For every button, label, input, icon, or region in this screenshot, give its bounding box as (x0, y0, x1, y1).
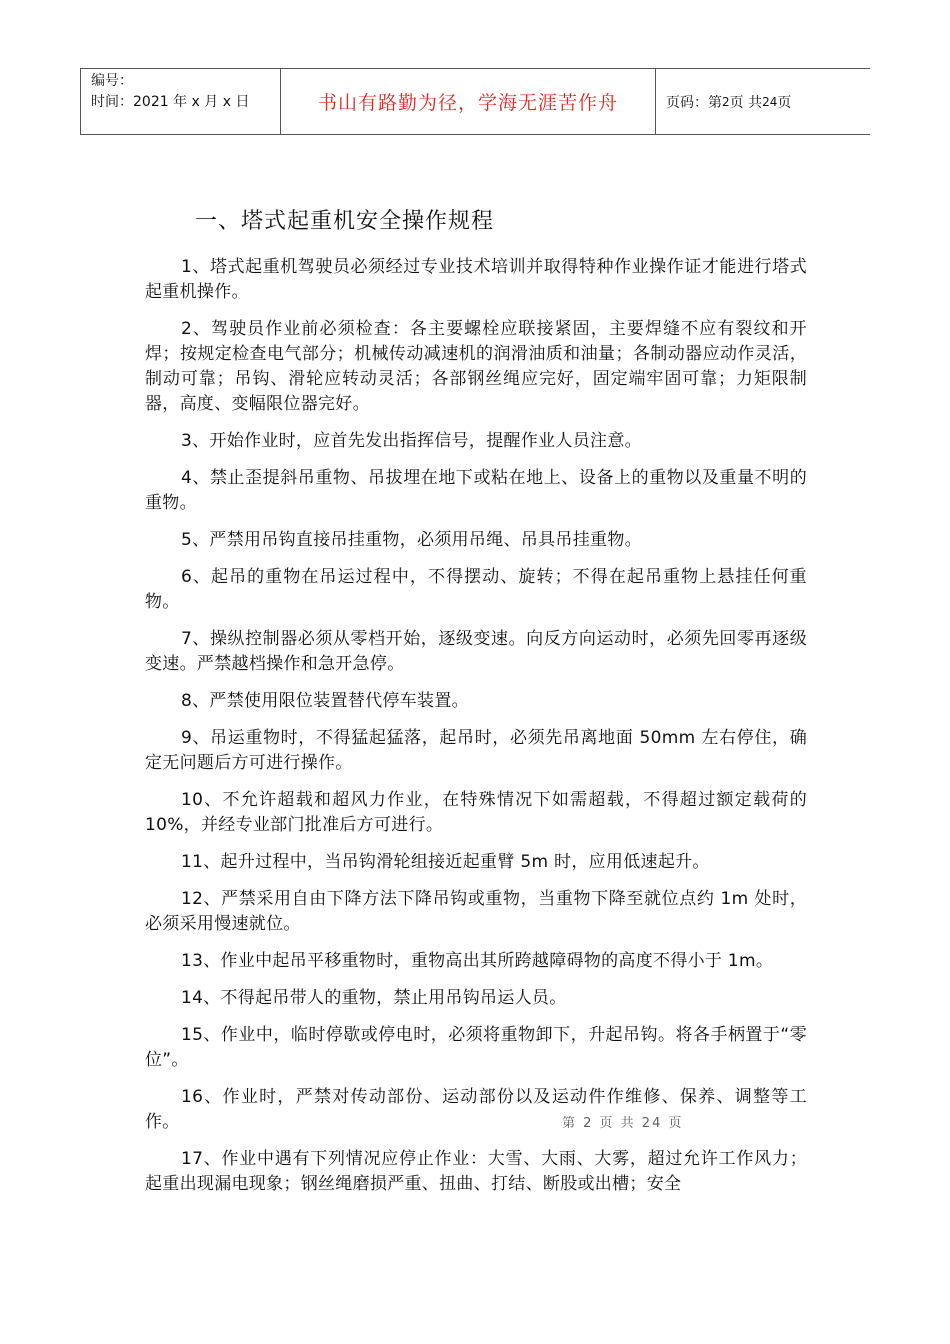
rule-paragraph: 12、严禁采用自由下降方法下降吊钩或重物，当重物下降至就位点约 1m 处时，必须采用慢速就位。 (145, 889, 807, 934)
rule-paragraph: 5、严禁用吊钩直接吊挂重物，必须用吊绳、吊具吊挂重物。 (181, 530, 642, 550)
document-title: 一、塔式起重机安全操作规程 (195, 209, 495, 234)
rule-paragraph: 17、作业中遇有下列情况应停止作业：大雪、大雨、大雾，超过允许工作风力；起重出现漏电现象；钢丝绳磨损严重、扭曲、打结、断股或出槽；安全 (145, 1149, 807, 1194)
overlay-page-mark: 第 2 页 共 24 页 (562, 1116, 684, 1131)
page-total: 24 (762, 94, 778, 109)
header-motto: 书山有路勤为径，学海无涯苦作舟 (281, 69, 656, 134)
rule-paragraph: 15、作业中，临时停歇或停电时，必须将重物卸下，升起吊钩。将各手柄置于“零位”。 (145, 1025, 807, 1070)
header-info-cell (81, 69, 281, 134)
page-suffix: 页 (777, 94, 792, 111)
rule-paragraph: 11、起升过程中，当吊钩滑轮组接近起重臂 5m 时，应用低速起升。 (181, 852, 710, 872)
page-middle: 页 共 (729, 94, 763, 111)
document-body (145, 255, 807, 1209)
page-counter (656, 69, 870, 134)
page-header (80, 68, 870, 135)
rule-paragraph: 2、驾驶员作业前必须检查：各主要螺栓应联接紧固，主要焊缝不应有裂纹和开焊；按规定检查电气部分；机械传动减速机的润滑油质和油量；各制动器应动作灵活，制动可靠；吊钩、滑轮应转动灵活；各部钢丝绳应完好，固定端牢固可靠；力矩限制器，高度、变幅限位器完好。 (145, 319, 807, 414)
rule-paragraph: 14、不得起吊带人的重物，禁止用吊钩吊运人员。 (181, 988, 567, 1008)
page-prefix: 页码：第 (666, 94, 722, 111)
page-current: 2 (722, 94, 730, 109)
rule-paragraph: 10、不允许超载和超风力作业，在特殊情况下如需超载，不得超过额定载荷的 10%，并经专业部门批准后方可进行。 (145, 790, 807, 835)
rule-paragraph: 9、吊运重物时，不得猛起猛落，起吊时，必须先吊离地面 50mm 左右停住，确定无问题后方可进行操作。 (145, 728, 807, 773)
rule-paragraph: 3、开始作业时，应首先发出指挥信号，提醒作业人员注意。 (181, 431, 642, 451)
document-number-label: 编号： (91, 73, 133, 89)
document-date: 时间：2021 年 x 月 x 日 (91, 94, 250, 110)
rule-paragraph: 6、起吊的重物在吊运过程中，不得摆动、旋转；不得在起吊重物上悬挂任何重物。 (145, 567, 807, 612)
rule-paragraph: 4、禁止歪提斜吊重物、吊拔埋在地下或粘在地上、设备上的重物以及重量不明的重物。 (145, 468, 807, 513)
rule-paragraph: 7、操纵控制器必须从零档开始，逐级变速。向反方向运动时，必须先回零再逐级变速。严禁越档操作和急开急停。 (145, 629, 807, 674)
rule-paragraph: 8、严禁使用限位装置替代停车装置。 (181, 691, 469, 711)
rule-paragraph: 1、塔式起重机驾驶员必须经过专业技术培训并取得特种作业操作证才能进行塔式起重机操作。 (145, 257, 807, 302)
rule-paragraph: 16、作业时，严禁对传动部份、运动部份以及运动件作维修、保养、调整等工作。 (145, 1087, 807, 1132)
rule-paragraph: 13、作业中起吊平移重物时，重物高出其所跨越障碍物的高度不得小于 1m。 (181, 951, 774, 971)
